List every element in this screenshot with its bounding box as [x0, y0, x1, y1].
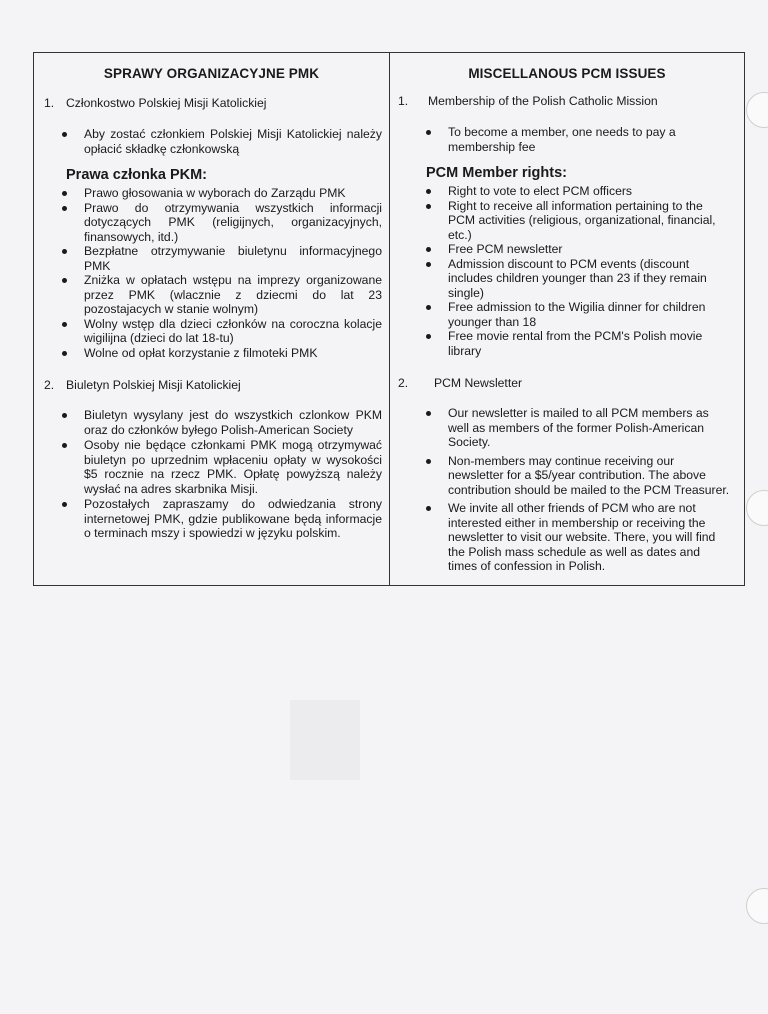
polish-rights-list — [62, 186, 382, 360]
section-number: 2. — [398, 376, 409, 390]
punch-hole-middle — [746, 490, 768, 526]
polish-section-1 — [44, 96, 266, 110]
list-item: Right to vote to elect PCM officers — [426, 184, 726, 199]
polish-column — [34, 53, 390, 585]
english-newsletter-list — [426, 406, 732, 574]
section-label: Membership of the Polish Catholic Mission — [428, 94, 658, 108]
list-item: Admission discount to PCM events (discount includes children younger than 23 if they remain single) — [426, 257, 726, 301]
bilingual-table — [33, 52, 745, 586]
polish-column-title: SPRAWY ORGANIZACYJNE PMK — [103, 66, 320, 81]
list-item: Zniżka w opłatach wstępu na imprezy organizowane przez PMK (wlacznie z dziecmi do lat 23 pozostajacych w stanie wolnym) — [62, 273, 382, 317]
section-label: Członkostwo Polskiej Misji Katolickiej — [66, 96, 267, 110]
list-item: Free PCM newsletter — [426, 242, 726, 257]
section-label: Biuletyn Polskiej Misji Katolickiej — [66, 378, 241, 392]
section-label: PCM Newsletter — [434, 376, 523, 390]
list-item: Biuletyn wysylany jest do wszystkich czlonkow PKM oraz do członków byłego Polish-American Society — [62, 408, 382, 437]
list-item: Wolny wstęp dla dzieci członków na coroczna kolacje wigilijna (dzieci do lat 18-tu) — [62, 317, 382, 346]
section-number: 2. — [44, 378, 55, 392]
list-item: Aby zostać członkiem Polskiej Misji Katolickiej należy opłacić składkę członkowską — [62, 127, 382, 156]
list-item: Non-members may continue receiving our newsletter for a $5/year contribution. The above contribution should be mailed to the PCM Treasurer. — [426, 454, 732, 498]
english-section-1 — [398, 94, 658, 108]
bleed-through-block — [290, 700, 360, 780]
section-number: 1. — [398, 94, 409, 108]
list-item: Free movie rental from the PCM's Polish movie library — [426, 329, 726, 358]
list-item: Osoby nie będące członkami PMK mogą otrzymywać biuletyn po uprzednim wpłaceniu opłaty w wysokości $5 rocznie na rzecz PMK. Opłatę powyższą należy wysłać na adres skarbnika Misji. — [62, 438, 382, 496]
english-section-2 — [398, 376, 522, 390]
polish-newsletter-list — [62, 408, 382, 541]
section-number: 1. — [44, 96, 55, 110]
punch-hole-bottom — [746, 888, 768, 924]
english-column — [390, 53, 744, 585]
english-rights-heading: PCM Member rights: — [426, 165, 567, 181]
punch-hole-top — [746, 92, 768, 128]
list-item: Our newsletter is mailed to all PCM members as well as members of the former Polish-American Society. — [426, 406, 732, 450]
english-rights-list — [426, 184, 726, 358]
polish-rights-heading: Prawa członka PKM: — [66, 167, 208, 183]
list-item: To become a member, one needs to pay a membership fee — [426, 125, 726, 154]
list-item: Prawo głosowania w wyborach do Zarządu PMK — [62, 186, 382, 201]
list-item: Bezpłatne otrzymywanie biuletynu informacyjnego PMK — [62, 244, 382, 273]
list-item: Pozostałych zapraszamy do odwiedzania strony internetowej PMK, gdzie publikowane będą informacje o terminach mszy i spowiedzi w języku polskim. — [62, 497, 382, 541]
english-column-title: MISCELLANOUS PCM ISSUES — [468, 66, 666, 81]
list-item: We invite all other friends of PCM who are not interested either in membership or receiving the newsletter to visit our website. There, you will find the Polish mass schedule as well as dates and times of confession in Polish. — [426, 501, 732, 574]
english-membership-list — [426, 125, 726, 154]
polish-section-2 — [44, 378, 241, 392]
polish-membership-list — [62, 127, 382, 156]
list-item: Right to receive all information pertaining to the PCM activities (religious, organizational, financial, etc.) — [426, 199, 726, 243]
list-item: Free admission to the Wigilia dinner for children younger than 18 — [426, 300, 726, 329]
list-item: Wolne od opłat korzystanie z filmoteki PMK — [62, 346, 382, 361]
list-item: Prawo do otrzymywania wszystkich informacji dotyczących PMK (religijnych, organizacyjnych, finansowych, itd.) — [62, 201, 382, 245]
